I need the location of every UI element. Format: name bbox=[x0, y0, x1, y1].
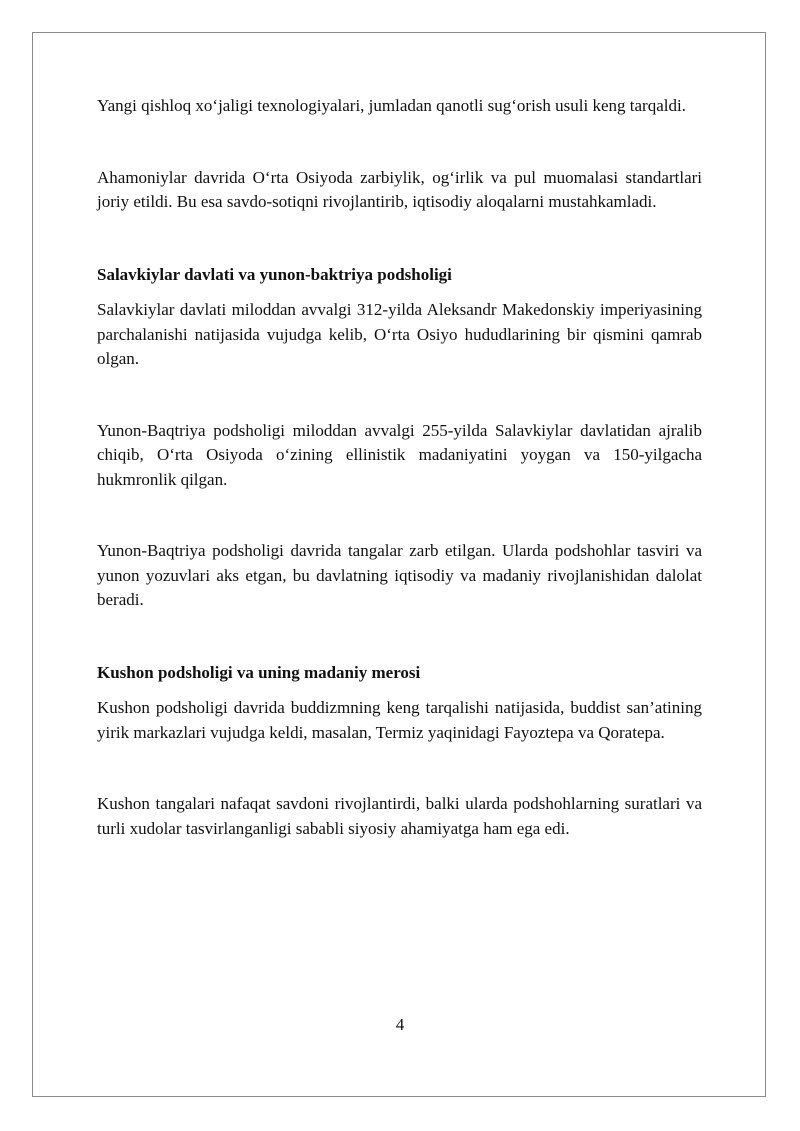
section-heading: Salavkiylar davlati va yunon-baktriya podsholigi bbox=[97, 264, 452, 284]
page-number: 4 bbox=[395, 1015, 405, 1034]
paragraph: Kushon podsholigi davrida buddizmning keng tarqalishi natijasida, buddist san’atining yirik markazlari vujudga keldi, masalan, Termiz yaqinidagi Fayoztepa va Qoratepa. bbox=[97, 698, 702, 742]
section-heading: Kushon podsholigi va uning madaniy merosi bbox=[97, 662, 421, 682]
paragraph: Ahamoniylar davrida O‘rta Osiyoda zarbiylik, og‘irlik va pul muomalasi standartlari joriy etildi. Bu esa savdo-sotiqni rivojlantirib, iqtisodiy aloqalarni mustahkamladi. bbox=[97, 167, 702, 211]
paragraph: Yangi qishloq xo‘jaligi texnologiyalari, jumladan qanotli sug‘orish usuli keng tarqaldi. bbox=[97, 96, 686, 115]
paragraph: Yunon-Baqtriya podsholigi davrida tangalar zarb etilgan. Ularda podshohlar tasviri va yunon yozuvlari aks etgan, bu davlatning iqtisodiy va madaniy rivojlanishidan dalolat beradi. bbox=[97, 541, 702, 609]
paragraph: Yunon-Baqtriya podsholigi miloddan avvalgi 255-yilda Salavkiylar davlatidan ajralib chiqib, O‘rta Osiyoda o‘zining ellinistik madaniyatini yoygan va 150-yilgacha hukmronlik qilgan. bbox=[97, 420, 702, 489]
paragraph: Salavkiylar davlati miloddan avvalgi 312-yilda Aleksandr Makedonskiy imperiyasining parchalanishi natijasida vujudga kelib, O‘rta Osiyo hududlarining bir qismini qamrab olgan. bbox=[97, 300, 702, 368]
paragraph: Kushon tangalari nafaqat savdoni rivojlantirdi, balki ularda podshohlarning suratlari va turli xudolar tasvirlanganligi sababli siyosiy ahamiyatga ham ega edi. bbox=[97, 794, 702, 838]
document-body bbox=[97, 94, 702, 841]
